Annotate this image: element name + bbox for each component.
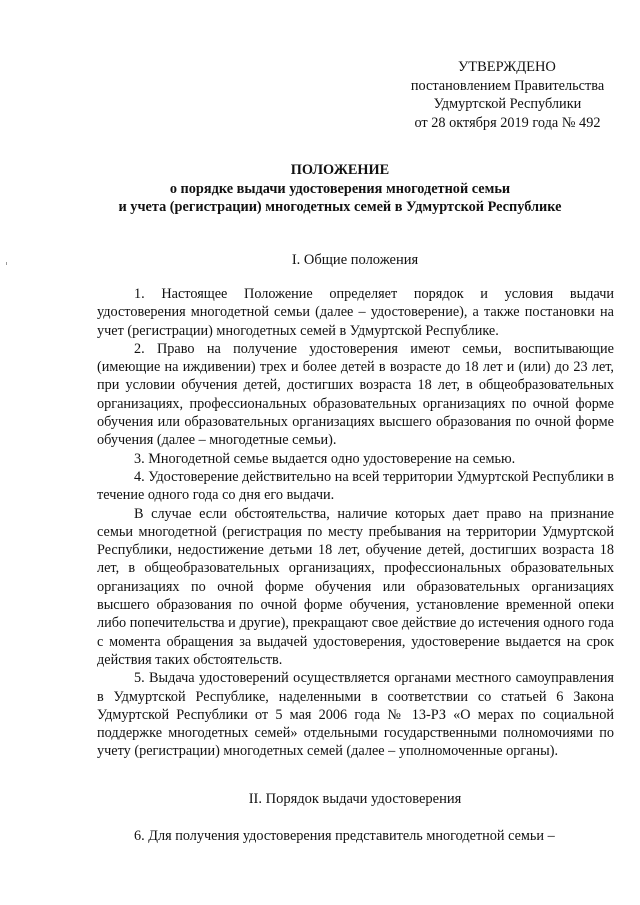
section-2-body [97,827,614,845]
paragraph: 1. Настоящее Положение определяет порядок и условия выдачи удостоверения многодетной семьи (далее – удостоверение), а также постановки на учет (регистрации) многодетных семей в Удмуртской Республике. [97,286,614,339]
document-title: ПОЛОЖЕНИЕ [290,162,390,178]
paragraph: 2. Право на получение удостоверения имеют семьи, воспитывающие (имеющие на иждивении) трех и более детей в возрасте до 18 лет и (или) до 23 лет, при условии обучения детей, достигших возраста 18 лет, в общеобразовательных организациях, профессиональных образовательных организациях по очной форме обучения или образовательных организациях высшего образования по очной форме обучения (далее – многодетные семьи). [97,340,614,449]
document-subtitle-line: и учета (регистрации) многодетных семей в Удмуртской Республике [118,199,562,215]
paragraph: 5. Выдача удостоверений осуществляется органами местного самоуправления в Удмуртской Республике, наделенными в соответствии со статьей 6 Закона Удмуртской Республики от 5 мая 2006 года № 13-РЗ «О мерах по социальной поддержке многодетных семей» отдельными государственными полномочиями по учету (регистрации) многодетных семей (далее – уполномоченные органы). [97,670,614,760]
approval-stamp-block [400,58,615,132]
approval-line: от 28 октября 2019 года № 492 [414,114,601,131]
approval-title: УТВЕРЖДЕНО [458,59,556,75]
approval-line: постановлением Правительства [410,77,605,94]
approval-line: Удмуртской Республики [433,96,582,112]
section-1-title: I. Общие положения [291,252,419,268]
paragraph: 4. Удостоверение действительно на всей территории Удмуртской Республики в течение одного года со дня его выдачи. [97,468,614,504]
paragraph: 6. Для получения удостоверения представитель многодетной семьи – [134,828,555,844]
paragraph: 3. Многодетной семье выдается одно удостоверение на семью. [134,450,516,467]
paragraph: В случае если обстоятельства, наличие которых дает право на признание семьи многодетной (регистрация по месту пребывания на территории Удмуртской Республики, недостижение детьми 18 лет, обучение детей, достигших возраста 18 лет, в общеобразовательных организациях, профессиональных образовательных организациях по очной форме обучения или образовательных организациях высшего образования по очной форме обучения, установление временной опеки либо попечительства и другие), прекращают свое действие до истечения одного года с момента обращения за выдачей удостоверения, удостоверение выдается на срок действия таких обстоятельств. [97,505,614,668]
document-heading [60,161,620,217]
section-2-title: II. Порядок выдачи удостоверения [248,791,462,807]
document-subtitle-line: о порядке выдачи удостоверения многодетной семьи [169,180,511,197]
section-1-body [97,285,614,761]
scan-margin-mark [6,262,7,265]
